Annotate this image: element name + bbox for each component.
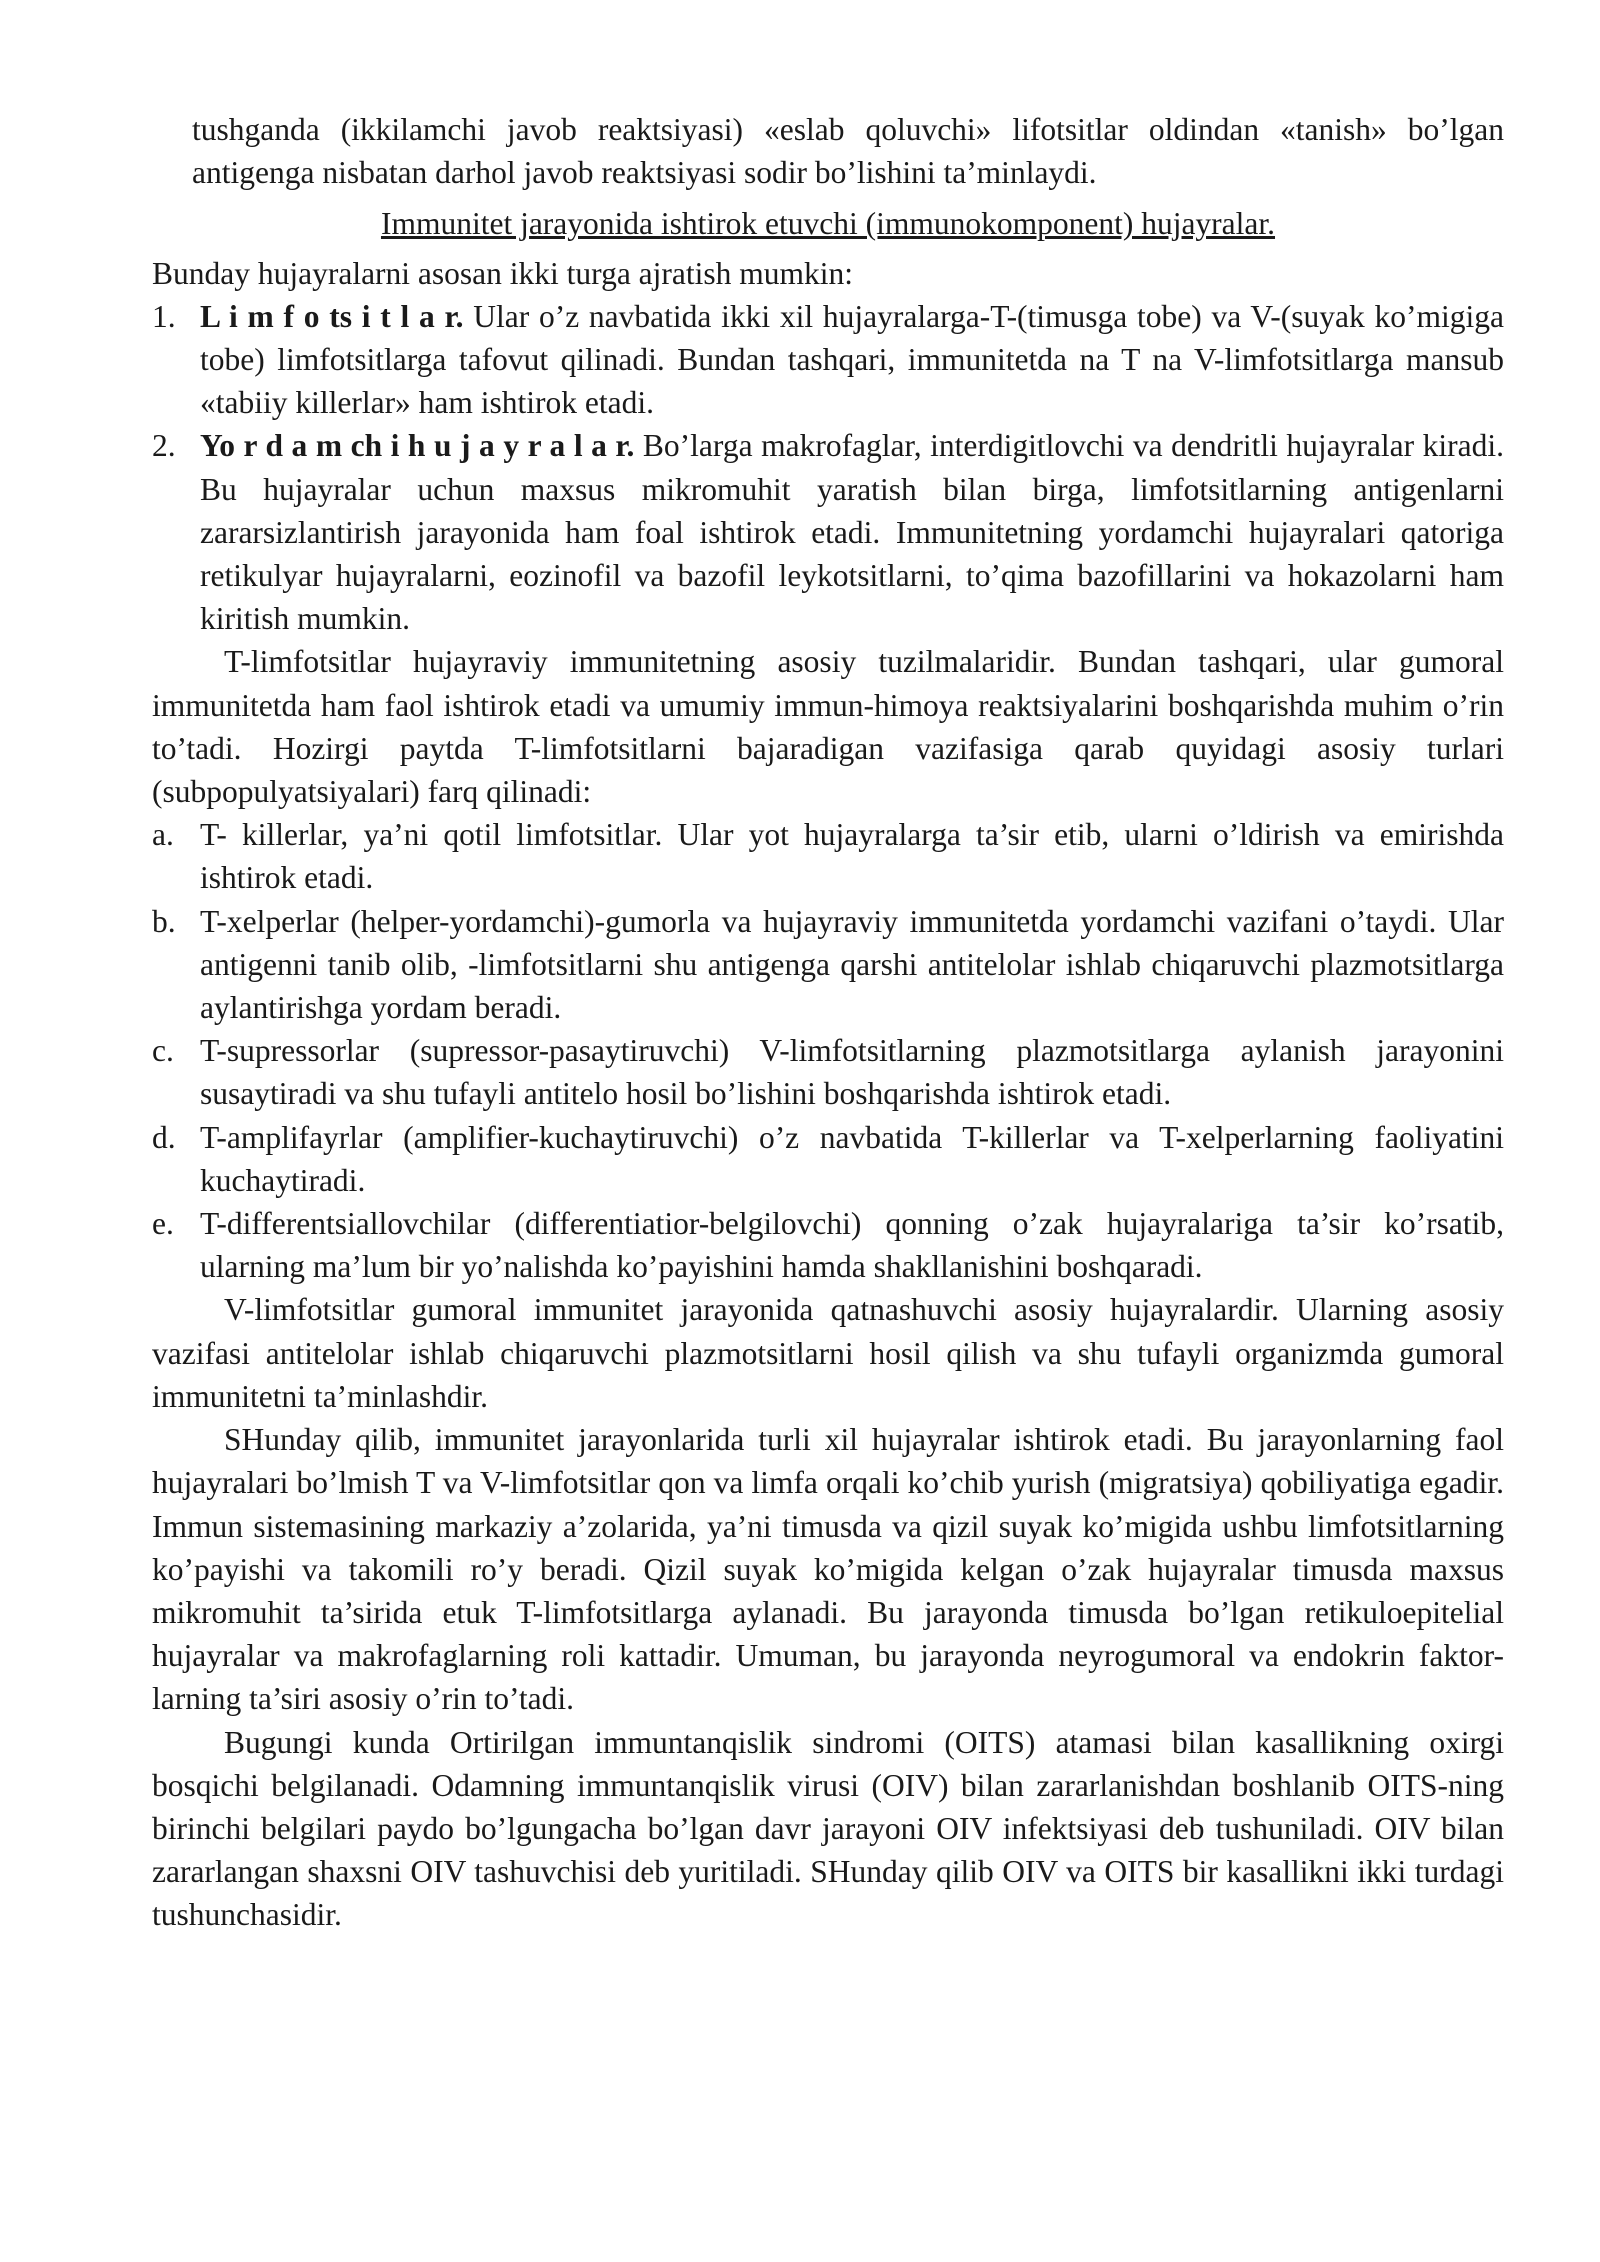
list-item-text: Bo’larga makrofaglar, interdigitlovchi va dendritli hujayralar kiradi. Bu hujayralar uchun maxsus mikromuhit yaratish bilan birga, limfotsitlarning antigenlarni zararsizlantirish jarayonida ham foal ishtirok etadi. Immunitetning yordamchi hujayralari qatoriga retikulyar hujayralarni, eozinofil va bazofil leykotsitlarni, to’qima bazofillarini va hokazolarni ham kiritish mumkin. bbox=[200, 428, 1504, 637]
lettered-list-item-b bbox=[152, 900, 1504, 1030]
list-item-text: T-differentsiallovchilar (differentiatior-belgilovchi) qonning o’zak hujayralariga ta’sir ko’rsatib, ularning ma’lum bir yo’nalishda ko’payishini hamda shakllanishini boshqaradi. bbox=[200, 1206, 1504, 1285]
numbered-list-item-1 bbox=[152, 295, 1504, 425]
lettered-list-item-e bbox=[152, 1202, 1504, 1288]
list-item-text: T- killerlar, ya’ni qotil limfotsitlar. Ular yot hujayralarga ta’sir etib, ularni o’ldirish va emirishda ishtirok etadi. bbox=[200, 817, 1504, 896]
intro-paragraph: tushganda (ikkilamchi javob reaktsiyasi) «eslab qoluvchi» lifotsitlar oldindan «tanish» bo’lgan antigenga nisbatan darhol javob reaktsiyasi sodir bo’lishini ta’minlaydi. bbox=[192, 112, 1504, 191]
list-item-text: T-xelperlar (helper-yordamchi)-gumorla va hujayraviy immunitetda yordamchi vazifani o’taydi. Ular antigenni tanib olib, -limfotsitlarni shu antigenga qarshi antitelolar ishlab chiqaruvchi plazmotsitlarga aylantirishga yordam beradi. bbox=[200, 903, 1504, 1026]
lettered-list-item-c bbox=[152, 1029, 1504, 1115]
list-marker: e. bbox=[152, 1206, 174, 1242]
document-page bbox=[152, 108, 1504, 1937]
list-marker: 1. bbox=[152, 298, 176, 334]
lettered-list-item-a bbox=[152, 813, 1504, 899]
list-marker: a. bbox=[152, 817, 174, 853]
list-marker: c. bbox=[152, 1033, 174, 1069]
summary-paragraph: SHunday qilib, immunitet jarayonlarida turli xil hujayralar ishtirok etadi. Bu jarayonlarning faol hujayralari bo’lmish T va V-limfotsitlar qon va limfa orqali ko’chib yurish (migratsiya) qobiliyatiga egadir. Immun sistemasining markaziy a’zolarida, ya’ni timusda va qizil suyak ko’migida ushbu limfotsitlarning ko’payishi va takomili ro’y beradi. Qizil suyak ko’migida kelgan o’zak hujayralar timusda maxsus mikromuhit ta’sirida etuk T-limfotsitlarga aylanadi. Bu jarayonda timusda bo’lgan retikuloepitelial hujayralar va makrofaglarning roli kattadir. Umuman, bu jarayonda neyrogumoral va endokrin faktor-larning ta’siri asosiy o’rin to’tadi. bbox=[152, 1422, 1504, 1717]
list-item-term: L i m f o ts i t l a r. bbox=[200, 298, 464, 334]
list-item-term: Yo r d a m ch i h u j a y r a l a r. bbox=[200, 428, 635, 464]
lettered-list-item-d bbox=[152, 1116, 1504, 1202]
aids-paragraph: Bugungi kunda Ortirilgan immuntanqislik sindromi (OITS) atamasi bilan kasallikning oxirgi bosqichi belgilanadi. Odamning immuntanqislik virusi (OIV) bilan zararlanishdan boshlanib OITS-ning birinchi belgilari paydo bo’lgungacha bo’lgan davr jarayoni OIV infektsiyasi deb tushuniladi. OIV bilan zararlangan shaxsni OIV tashuvchisi deb yuritiladi. SHunday qilib OIV va OITS bir kasallikni ikki turdagi tushunchasidir. bbox=[152, 1724, 1504, 1933]
list-marker: b. bbox=[152, 903, 176, 939]
list-item-text: T-amplifayrlar (amplifier-kuchaytiruvchi) o’z navbatida T-killerlar va T-xelperlarning faoliyatini kuchaytiradi. bbox=[200, 1119, 1504, 1198]
list-item-text: Ular o’z navbatida ikki xil hujayralarga-T-(timusga tobe) va V-(suyak ko’migiga tobe) limfotsitlarga tafovut qilinadi. Bundan tashqari, immunitetda na T na V-limfotsitlarga mansub «tabiiy killerlar» ham ishtirok etadi. bbox=[200, 298, 1504, 421]
section-heading: Immunitet jarayonida ishtirok etuvchi (immunokomponent) hujayralar. bbox=[380, 206, 1276, 242]
numbered-list-item-2 bbox=[152, 424, 1504, 640]
t-lymphocytes-paragraph: T-limfotsitlar hujayraviy immunitetning asosiy tuzilmalaridir. Bundan tashqari, ular gumoral immunitetda ham faol ishtirok etadi va umumiy immun-himoya reaktsiyalarini boshqarishda muhim o’rin to’tadi. Hozirgi paytda T-limfotsitlarni bajaradigan vazifasiga qarab quyidagi asosiy turlari (subpopulyatsiyalari) farq qilinadi: bbox=[152, 644, 1504, 810]
lead-sentence: Bunday hujayralarni asosan ikki turga ajratish mumkin: bbox=[152, 255, 854, 291]
list-item-text: T-supressorlar (supressor-pasaytiruvchi) V-limfotsitlarning plazmotsitlarga aylanish jarayonini susaytiradi va shu tufayli antitelo hosil bo’lishini boshqarishda ishtirok etadi. bbox=[200, 1033, 1504, 1112]
list-marker: 2. bbox=[152, 428, 176, 464]
v-lymphocytes-paragraph: V-limfotsitlar gumoral immunitet jarayonida qatnashuvchi asosiy hujayralardir. Ularning asosiy vazifasi antitelolar ishlab chiqaruvchi plazmotsitlarni hosil qilish va shu tufayli organizmda gumoral immunitetni ta’minlashdir. bbox=[152, 1292, 1504, 1414]
list-marker: d. bbox=[152, 1119, 176, 1155]
